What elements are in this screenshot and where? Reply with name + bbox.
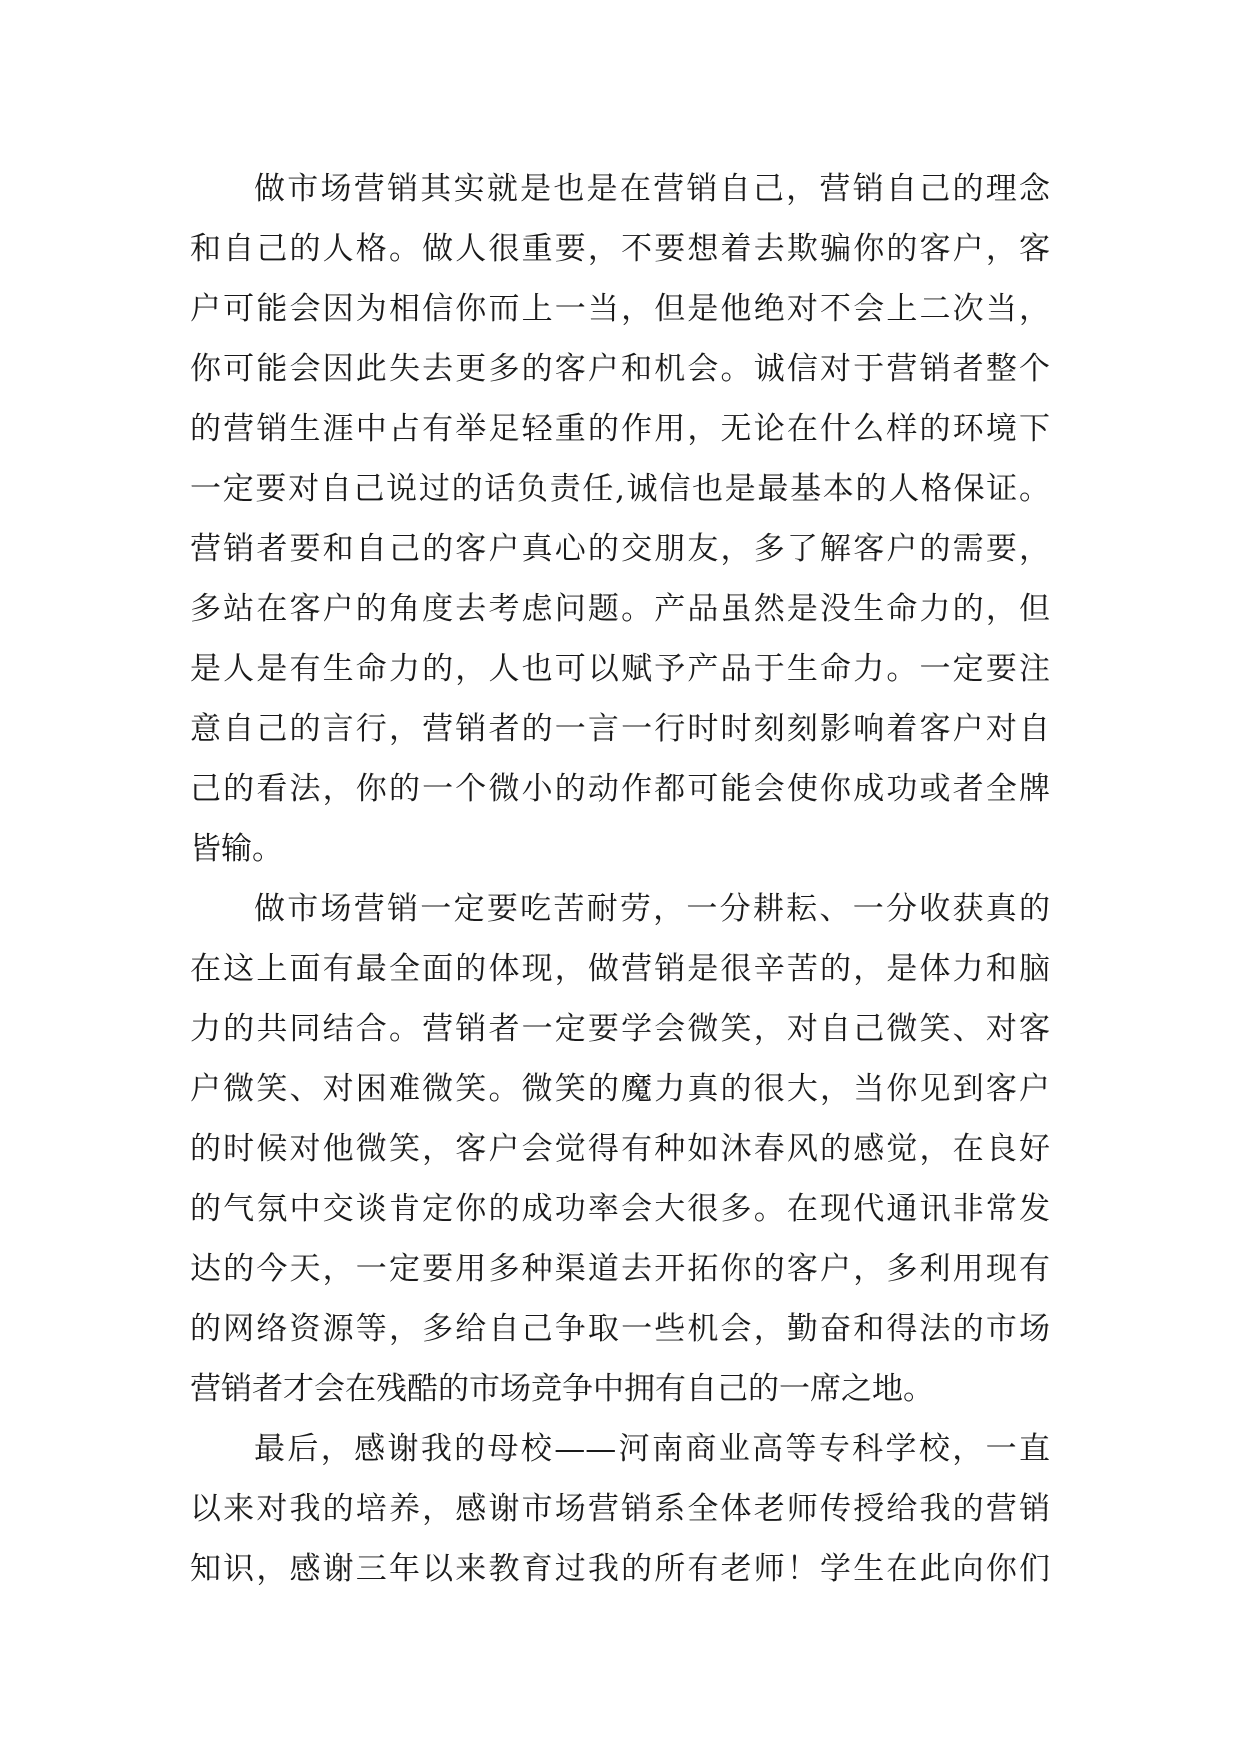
paragraph-1-line-8: 多站在客户的角度去考虑问题。产品虽然是没生命力的，但 — [190, 591, 1050, 627]
paragraph-2-line-2: 在这上面有最全面的体现，做营销是很辛苦的，是体力和脑 — [190, 951, 1050, 987]
paragraph-1-line-11: 己的看法，你的一个微小的动作都可能会使你成功或者全牌 — [190, 771, 1050, 807]
paragraph-1-line-1: 做市场营销其实就是也是在营销自己，营销自己的理念 — [254, 171, 1050, 207]
paragraph-1-line-10: 意自己的言行，营销者的一言一行时时刻刻影响着客户对自 — [190, 711, 1050, 747]
paragraph-1-line-3: 户可能会因为相信你而上一当，但是他绝对不会上二次当， — [190, 291, 1050, 327]
paragraph-1-line-12: 皆输。 — [190, 831, 283, 867]
paragraph-1-line-5: 的营销生涯中占有举足轻重的作用，无论在什么样的环境下 — [190, 411, 1050, 447]
paragraph-2-line-7: 达的今天，一定要用多种渠道去开拓你的客户，多利用现有 — [190, 1251, 1050, 1287]
paragraph-2-line-1: 做市场营销一定要吃苦耐劳，一分耕耘、一分收获真的 — [254, 891, 1050, 927]
paragraph-2-line-3: 力的共同结合。营销者一定要学会微笑，对自己微笑、对客 — [190, 1011, 1050, 1047]
paragraph-2-line-5: 的时候对他微笑，客户会觉得有种如沐春风的感觉，在良好 — [190, 1131, 1050, 1167]
paragraph-1-line-4: 你可能会因此失去更多的客户和机会。诚信对于营销者整个 — [190, 351, 1050, 387]
paragraph-2-line-4: 户微笑、对困难微笑。微笑的魔力真的很大，当你见到客户 — [190, 1071, 1050, 1107]
paragraph-1-line-6: 一定要对自己说过的话负责任,诚信也是最基本的人格保证。 — [190, 471, 1050, 507]
paragraph-1-line-2: 和自己的人格。做人很重要，不要想着去欺骗你的客户，客 — [190, 231, 1050, 267]
paragraph-2-line-6: 的气氛中交谈肯定你的成功率会大很多。在现代通讯非常发 — [190, 1191, 1050, 1227]
document-body — [190, 159, 1050, 1599]
paragraph-2-line-9: 营销者才会在残酷的市场竞争中拥有自己的一席之地。 — [190, 1371, 934, 1407]
paragraph-3-line-2: 以来对我的培养，感谢市场营销系全体老师传授给我的营销 — [190, 1491, 1050, 1527]
paragraph-1-line-9: 是人是有生命力的，人也可以赋予产品于生命力。一定要注 — [190, 651, 1050, 687]
paragraph-2-line-8: 的网络资源等，多给自己争取一些机会，勤奋和得法的市场 — [190, 1311, 1050, 1347]
paragraph-3-line-1: 最后，感谢我的母校——河南商业高等专科学校，一直 — [254, 1431, 1050, 1467]
paragraph-3-line-3: 知识，感谢三年以来教育过我的所有老师！学生在此向你们 — [190, 1551, 1050, 1587]
paragraph-1-line-7: 营销者要和自己的客户真心的交朋友，多了解客户的需要， — [190, 531, 1050, 567]
